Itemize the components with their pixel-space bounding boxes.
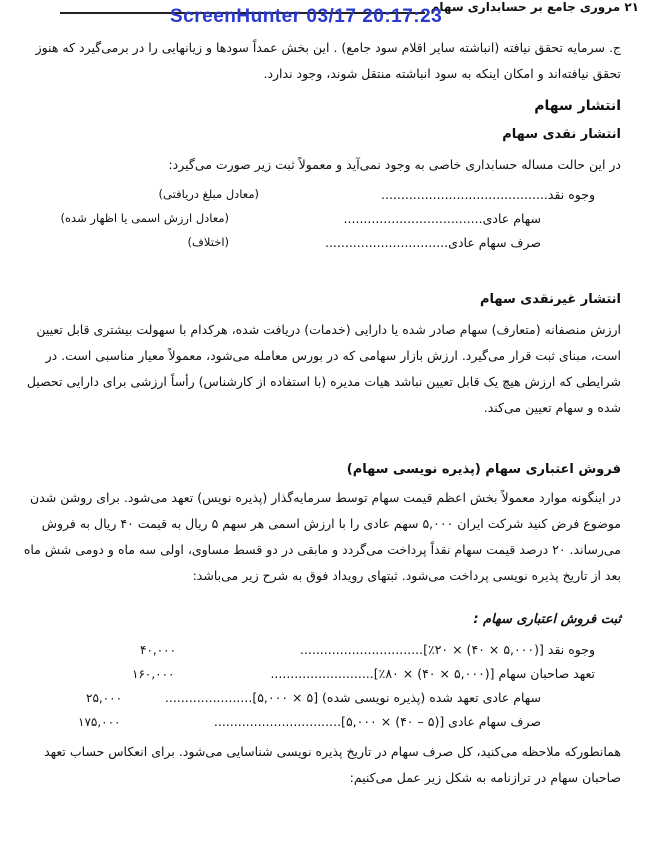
entry-account: سهام عادی [482,211,541,226]
journal-title: ثبت فروش اعتباری سهام : [473,612,621,627]
entry-dots: .......................................... [381,187,548,202]
journal-account: وجوه نقد [(۵,۰۰۰ × ۴۰) × ۲۰٪] [423,642,595,657]
journal-row-account [165,690,541,705]
cash-entry-row [325,235,541,250]
section-title-cash-issue: انتشار نقدی سهام [502,127,621,142]
subscription-line: بعد از تاریخ پذیره نویسی پرداخت می‌شود. ثبتهای رویداد فوق به شرح زیر می‌باشد: [192,568,621,583]
journal-account: تعهد صاحبان سهام [(۵,۰۰۰ × ۴۰) × ۸۰٪] [373,666,595,681]
subscription-line: می‌رساند. ۲۰ درصد قیمت سهام نقداً پرداخت می‌گردد و مابقی در دو قسط مساوی، اولی سه ماه و دومی شش ماه [23,542,621,557]
intro-line-2: تحقق نیافته‌اند و امکان اینکه به سود انباشته منتقل شوند، وجود ندارد. [263,66,621,81]
closing-line: صاحبان سهام در ترازنامه به شکل زیر عمل می‌کنیم: [349,770,621,785]
entry-dots: ............................... [324,235,449,250]
noncash-line: شده و سهام تعیین می‌کند. [483,400,621,415]
journal-debit: ۴۰,۰۰۰ [140,643,177,657]
journal-dots: ...................... [164,690,253,705]
noncash-line: است، مبنای ثبت قرار می‌گیرد. ارزش بازار سهامی که در بورس معامله می‌شود، معمولاً معیار مناسبی است. در [45,348,621,363]
cash-entry-row [344,211,541,226]
section-title-subscription: فروش اعتباری سهام (پذیره نویسی سهام) [346,462,621,477]
entry-account: صرف سهام عادی [448,235,541,250]
entry-note: (معادل مبلغ دریافتی) [158,187,259,201]
journal-credit: ۱۷۵,۰۰۰ [78,715,121,729]
journal-debit: ۱۶۰,۰۰۰ [132,667,175,681]
journal-account: سهام عادی تعهد شده (پذیره نویسی شده) [۵ × ۵,۰۰۰] [252,690,541,705]
entry-dots: ................................... [343,211,483,226]
page-title: ۲۱ مروری جامع بر حسابداری سهام [425,0,639,14]
entry-note: (معادل ارزش اسمی یا اظهار شده) [60,211,229,225]
section-title-noncash-issue: انتشار غیرنقدی سهام [479,292,621,307]
journal-row-account [270,666,595,681]
journal-dots: .......................... [270,666,374,681]
section-title-issue: انتشار سهام [534,98,621,114]
cash-entry-row [381,187,595,202]
entry-note: (اختلاف) [187,235,229,249]
subscription-line: در اینگونه موارد معمولاً بخش اعظم قیمت سهام توسط سرمایه‌گذار (پذیره نویس) تعهد می‌شود. برای روشن شدن [30,490,621,505]
journal-dots: ................................ [213,714,342,729]
subscription-line: موضوع فرض کنید شرکت ایران ۵,۰۰۰ سهم عادی را با ارزش اسمی هر سهم ۵ ریال به قیمت ۴۰ ریال به فروش [41,516,621,531]
journal-credit: ۲۵,۰۰۰ [86,691,123,705]
intro-line-1: ج. سرمایه تحقق نیافته (انباشته سایر اقلام سود جامع) . این بخش عمداً سودها و زیانهایی را در برمی‌گیرد که هنوز [35,40,621,55]
journal-dots: ............................... [299,642,424,657]
noncash-line: ارزش منصفانه (متعارف) سهام صادر شده یا دارایی (خدمات) دریافت شده، هرکدام با سهولت بیشتری قابل تعیین [36,322,621,337]
journal-account: صرف سهام عادی [(۵ – ۴۰) × ۵,۰۰۰] [341,714,541,729]
entry-account: وجوه نقد [547,187,595,202]
noncash-line: شرایطی که ارزش هیچ یک قابل تعیین نباشد هیات مدیره (با استفاده از کارشناس) رأساً ارزشی برای دارایی تحصیل [26,374,621,389]
journal-row-account [214,714,541,729]
cash-intro-text: در این حالت مساله حسابداری خاصی به وجود نمی‌آید و معمولاً ثبت زیر صورت می‌گیرد: [168,157,621,172]
journal-row-account [300,642,595,657]
closing-line: همانطورکه ملاحظه می‌کنید، کل صرف سهام در تاریخ پذیره نویسی شناسایی می‌شود. برای انعکاس حساب تعهد [44,744,621,759]
screenhunter-watermark: ScreenHunter 03/17 20:17:23 [170,6,443,27]
